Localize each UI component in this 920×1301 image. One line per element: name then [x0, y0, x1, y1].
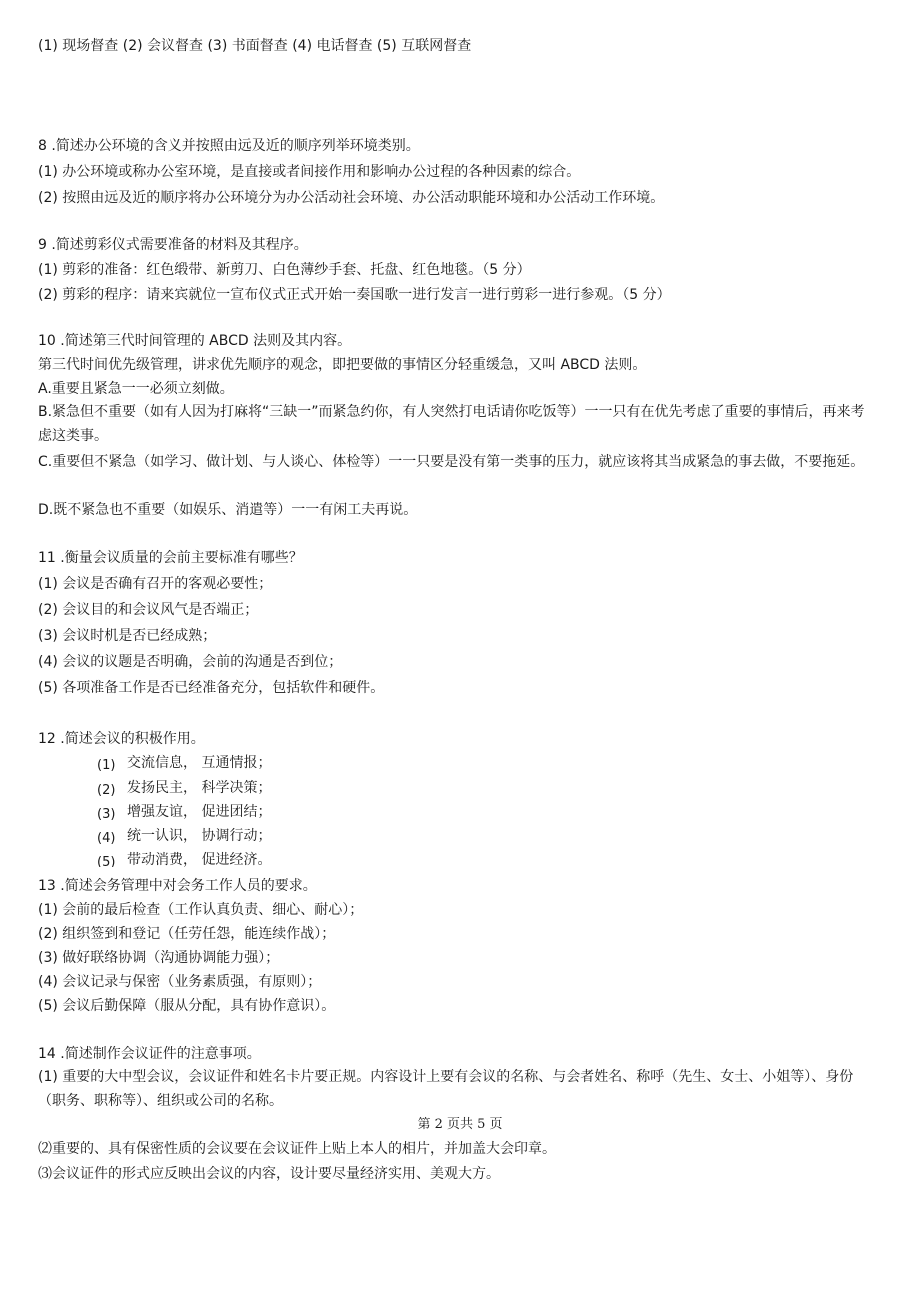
answer-paragraph: C.重要但不紧急（如学习、做计划、与人谈心、体检等）一一只要是没有第一类事的压力，就应该将其当成紧急的事去做，不要拖延。	[38, 454, 865, 470]
answer-line: (1) 会前的最后检查（工作认真负责、细心、耐心）；	[38, 902, 364, 918]
answer-line: (1) 办公环境或称办公室环境，是直接或者间接作用和影响办公过程的各种因素的综合。	[38, 164, 581, 180]
question-9: 9 .简述剪彩仪式需要准备的材料及其程序。	[38, 237, 308, 253]
question-8: 8 .简述办公环境的含义并按照由远及近的顺序列举环境类别。	[38, 138, 420, 154]
list-item	[97, 802, 357, 824]
answer-line: (1) 会议是否确有召开的客观必要性；	[38, 576, 273, 592]
answer-line: (3) 做好联络协调（沟通协调能力强）；	[38, 950, 280, 966]
item-text: 交流信息， 互通情报；	[127, 755, 272, 771]
list-item	[97, 850, 357, 872]
answer-line: (3) 会议时机是否已经成熟；	[38, 628, 217, 644]
page-number-footer: 第 2 页共 5 页	[417, 1117, 503, 1132]
list-item	[97, 778, 357, 800]
item-text: 带动消费， 促进经济。	[127, 852, 272, 868]
question-12: 12 .简述会议的积极作用。	[38, 731, 205, 747]
answer-paragraph: B.紧急但不重要（如有人因为打麻将“三缺一”而紧急约你，有人突然打电话请你吃饭等）一一只有在优先考虑了重要的事情后，再来考虑这类事。	[38, 404, 865, 444]
answer-line: ⑶会议证件的形式应反映出会议的内容，设计要尽量经济实用、美观大方。	[38, 1166, 500, 1182]
answer-line: (5) 会议后勤保障（服从分配，具有协作意识）。	[38, 998, 336, 1014]
answer-line: (2) 会议目的和会议风气是否端正；	[38, 602, 259, 618]
item-number: (3)	[97, 807, 116, 822]
supervision-methods-line: (1) 现场督查 (2) 会议督查 (3) 书面督查 (4) 电话督查 (5) 互联网督查	[38, 38, 472, 54]
question-14: 14 .简述制作会议证件的注意事项。	[38, 1046, 261, 1062]
answer-line: (5) 各项准备工作是否已经准备充分，包括软件和硬件。	[38, 680, 385, 696]
answer-line: (4) 会议的议题是否明确，会前的沟通是否到位；	[38, 654, 343, 670]
answer-line: (2) 组织签到和登记（任劳任怨，能连续作战）；	[38, 926, 336, 942]
answer-line: ⑵重要的、具有保密性质的会议要在会议证件上贴上本人的相片，并加盖大会印章。	[38, 1141, 556, 1157]
answer-line: (2) 剪彩的程序：请来宾就位一宣布仪式正式开始一奏国歌一进行发言一进行剪彩一进行参观。（5 分）	[38, 287, 671, 303]
item-text: 统一认识， 协调行动；	[127, 828, 272, 844]
question-10: 10 .简述第三代时间管理的 ABCD 法则及其内容。	[38, 333, 352, 349]
item-number: (5)	[97, 855, 116, 867]
item-number: (1)	[97, 758, 116, 773]
list-item	[97, 826, 357, 848]
item-number: (2)	[97, 783, 116, 798]
answer-line: 第三代时间优先级管理，讲求优先顺序的观念，即把要做的事情区分轻重缓急，又叫 ABCD 法则。	[38, 357, 647, 373]
question-11: 11 .衡量会议质量的会前主要标准有哪些？	[38, 550, 303, 566]
item-text: 发扬民主， 科学决策；	[127, 780, 272, 796]
answer-line: (2) 按照由远及近的顺序将办公环境分为办公活动社会环境、办公活动职能环境和办公活动工作环境。	[38, 190, 665, 206]
answer-line: A.重要且紧急一一必须立刻做。	[38, 381, 234, 397]
list-item	[97, 753, 357, 775]
item-text: 增强友谊， 促进团结；	[127, 804, 272, 820]
answer-line: (4) 会议记录与保密（业务素质强，有原则）；	[38, 974, 322, 990]
answer-line: D.既不紧急也不重要（如娱乐、消遣等）一一有闲工夫再说。	[38, 502, 418, 518]
item-number: (4)	[97, 831, 116, 846]
question-13: 13 .简述会务管理中对会务工作人员的要求。	[38, 878, 317, 894]
answer-line: (1) 剪彩的准备：红色缎带、新剪刀、白色薄纱手套、托盘、红色地毯。（5 分）	[38, 262, 531, 278]
answer-paragraph: (1) 重要的大中型会议，会议证件和姓名卡片要正规。内容设计上要有会议的名称、与会者姓名、称呼（先生、女士、小姐等）、身份（职务、职称等）、组织或公司的名称。	[38, 1069, 854, 1109]
